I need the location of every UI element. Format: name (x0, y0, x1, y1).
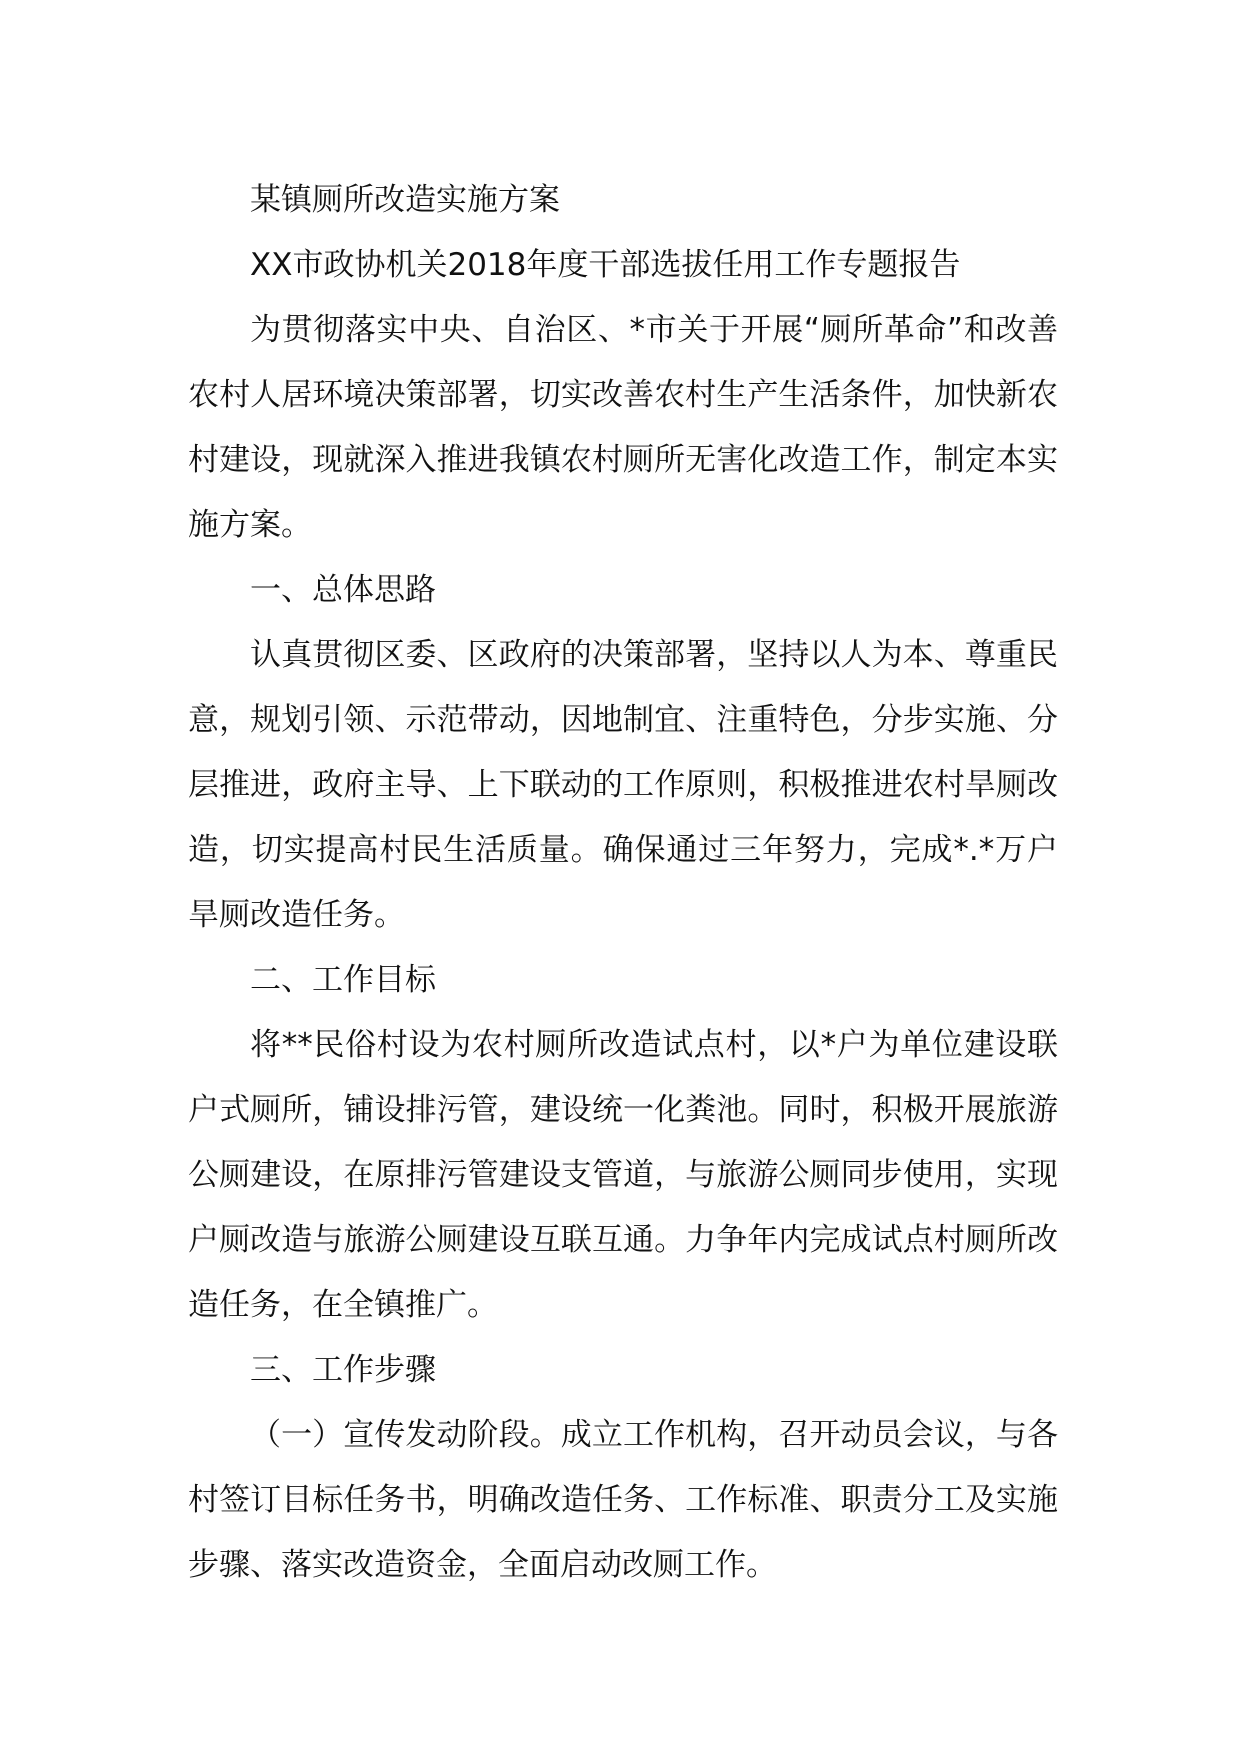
document-title: 某镇厕所改造实施方案 (250, 182, 560, 218)
section-heading-work-steps: 三、工作步骤 (250, 1352, 436, 1388)
section-paragraph-work-steps-item1: （一）宣传发动阶段。成立工作机构，召开动员会议，与各村签订目标任务书，明确改造任务、工作标准、职责分工及实施步骤、落实改造资金，全面启动改厕工作。 (188, 1417, 1058, 1583)
section-paragraph-work-goals: 将**民俗村设为农村厕所改造试点村，以*户为单位建设联户式厕所，铺设排污管，建设统一化粪池。同时，积极开展旅游公厕建设，在原排污管建设支管道，与旅游公厕同步使用，实现户厕改造与旅游公厕建设互联互通。力争年内完成试点村厕所改造任务，在全镇推广。 (188, 1027, 1058, 1323)
section-heading-work-goals: 二、工作目标 (250, 962, 436, 998)
section-paragraph-overall-approach: 认真贯彻区委、区政府的决策部署，坚持以人为本、尊重民意，规划引领、示范带动，因地制宜、注重特色，分步实施、分层推进，政府主导、上下联动的工作原则，积极推进农村旱厕改造，切实提高村民生活质量。确保通过三年努力，完成*.*万户旱厕改造任务。 (188, 637, 1058, 933)
intro-paragraph: 为贯彻落实中央、自治区、*市关于开展“厕所革命”和改善农村人居环境决策部署，切实改善农村生产生活条件，加快新农村建设，现就深入推进我镇农村厕所无害化改造工作，制定本实施方案。 (188, 312, 1058, 543)
section-heading-overall-approach: 一、总体思路 (250, 572, 436, 608)
document-subtitle: XX市政协机关2018年度干部选拔任用工作专题报告 (250, 247, 961, 283)
document-body (188, 168, 1058, 1598)
